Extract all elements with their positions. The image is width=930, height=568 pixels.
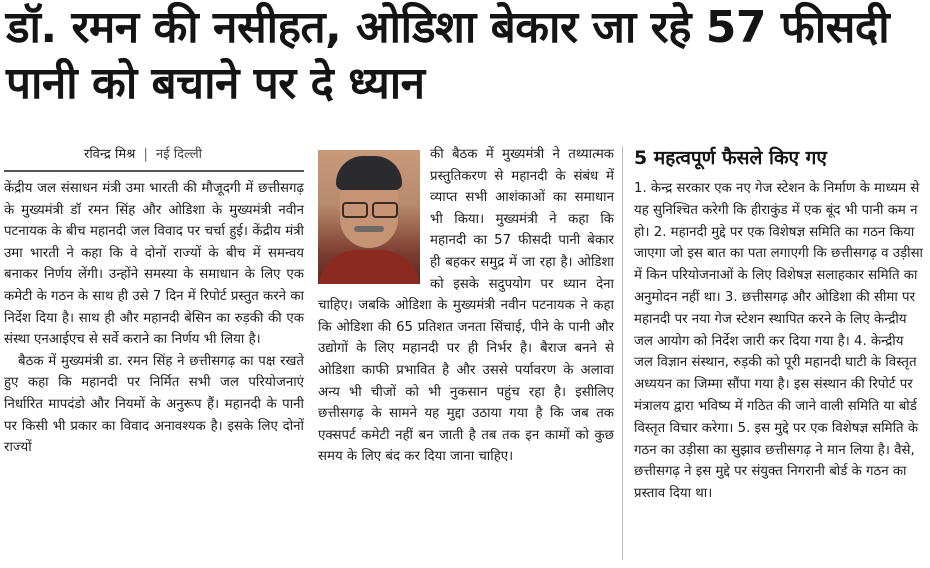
photo-glasses-left bbox=[342, 202, 368, 218]
photo-hair-shape bbox=[336, 156, 402, 190]
byline-author: रविन्द्र मिश्र bbox=[84, 147, 136, 162]
byline-separator: | bbox=[143, 147, 148, 162]
photo-glasses-right bbox=[372, 202, 398, 218]
article-paragraph: केंद्रीय जल संसाधन मंत्री उमा भारती की मौजूदगी में छत्तीसगढ़ के मुख्यमंत्री डॉ रमन सिंह और ओडिशा के मुख्यमंत्री नवीन पटनायक के बीच महानदी जल विवाद पर चर्चा हुई। केंद्रीय मंत्री उमा भारती ने कहा कि वे दोनों राज्यों के बीच में समन्वय बनाकर निर्णय लेंगी। उन्होंने समस्या के समाधान के लिए एक कमेटी के गठन के साथ ही उसे 7 दिन में रिपोर्ट प्रस्तुत करने का निर्देश दिया है। साथ ही और महानदी बेसिन का रुड़की की एक संस्था एनआईएच से सर्वे कराने का निर्णय भी लिया है। bbox=[4, 181, 304, 348]
headline: डॉ. रमन की नसीहत, ओडिशा बेकार जा रहे 57 फीसदी पानी को बचाने पर दे ध्यान bbox=[6, 2, 890, 109]
photo-body-shape bbox=[318, 250, 420, 284]
sidebar-body: 1. केन्द्र सरकार एक नए गेज स्टेशन के निर्माण के माध्यम से यह सुनिश्चित करेगी कि हीराकुंड में एक बूंद भी पानी कम न हो। 2. महानदी मुद्दे पर एक विशेषज्ञ समिति का गठन किया जाएगा जो इस बात का पता लगाएगी कि छत्तीसगढ़ व उड़ीसा में किन परियोजनाओं के लिए विशेषज्ञ सलाहकार समिति का अनुमोदन नहीं था। 3. छत्तीसगढ़ और ओडिशा की सीमा पर महानदी पर नया गेज स्टेशन स्थापित करने के लिए केन्द्रीय जल आयोग को निर्देश जारी कर दिया गया है। 4. केन्द्रीय जल विज्ञान संस्थान, रुड़की को पूरी महानदी घाटी के विस्तृत अध्ययन का जिम्मा सौंपा गया है। इस संस्थान की रिपोर्ट पर मंत्रालय द्वारा भविष्य में गठित की जाने वाली समिति या बोर्ड विस्तृत विचार करेगा। 5. इस मुद्दे पर एक विशेषज्ञ समिति के गठन का उड़ीसा का सुझाव छत्तीसगढ़ ने मान लिया है। वैसे, छत्तीसगढ़ ने इस मुद्दे पर संयुक्त निगरानी बोर्ड के गठन का प्रस्ताव दिया था। bbox=[634, 181, 924, 502]
article-paragraph: की बैठक में मुख्यमंत्री ने तथ्यात्मक प्रस्तुतिकरण से महानदी के संबंध में व्याप्त सभी आशंकाओं का समाधान भी किया। मुख्यमंत्री ने कहा कि महानदी का 57 फीसदी पानी बेकार ही बहकर समुद्र में जा रहा है। ओडिशा को इसके सदुपयोग पर ध्यान देना चाहिए। जबकि ओडिशा के मुख्यमंत्री नवीन पटनायक ने कहा कि ओडिशा की 65 प्रतिशत जनता सिंचाई, पीने के पानी और उद्योगों के लिए महानदी पर ही निर्भर है। बैराज बनने से ओडिशा काफी प्रभावित है और उससे पर्यावरण के अलावा अन्य भी चीजों को भी नुकसान पहुंच रहा है। इसीलिए छत्तीसगढ़ के सामने यह मुद्दा उठाया गया है कि जब तक एक्सपर्ट कमेटी नहीं बन जाती है तब तक इन कामों को कुछ समय के लिए बंद कर दिया जाना चाहिए। bbox=[318, 147, 614, 465]
byline-rule bbox=[4, 170, 304, 172]
byline-place: नई दिल्ली bbox=[155, 147, 203, 162]
column-divider bbox=[622, 146, 623, 560]
photo-mustache-shape bbox=[354, 226, 384, 232]
article-column-2 bbox=[318, 144, 614, 468]
byline bbox=[84, 144, 304, 162]
sidebar-title: 5 महत्वपूर्ण फैसले किए गए bbox=[634, 147, 827, 169]
article-paragraph: बैठक में मुख्यमंत्री डा. रमन सिंह ने छत्तीसगढ़ का पक्ष रखते हुए कहा कि महानदी पर निर्मित सभी जल परियोजनाएं निर्धारित मापदंडो और नियमों के अनुरूप हैं। महानदी के पानी पर किसी भी प्रकार का विवाद अनावश्यक है। इसके लिए दोनों राज्यों bbox=[4, 353, 304, 456]
article-column-1 bbox=[4, 178, 304, 459]
portrait-photo bbox=[318, 150, 420, 284]
